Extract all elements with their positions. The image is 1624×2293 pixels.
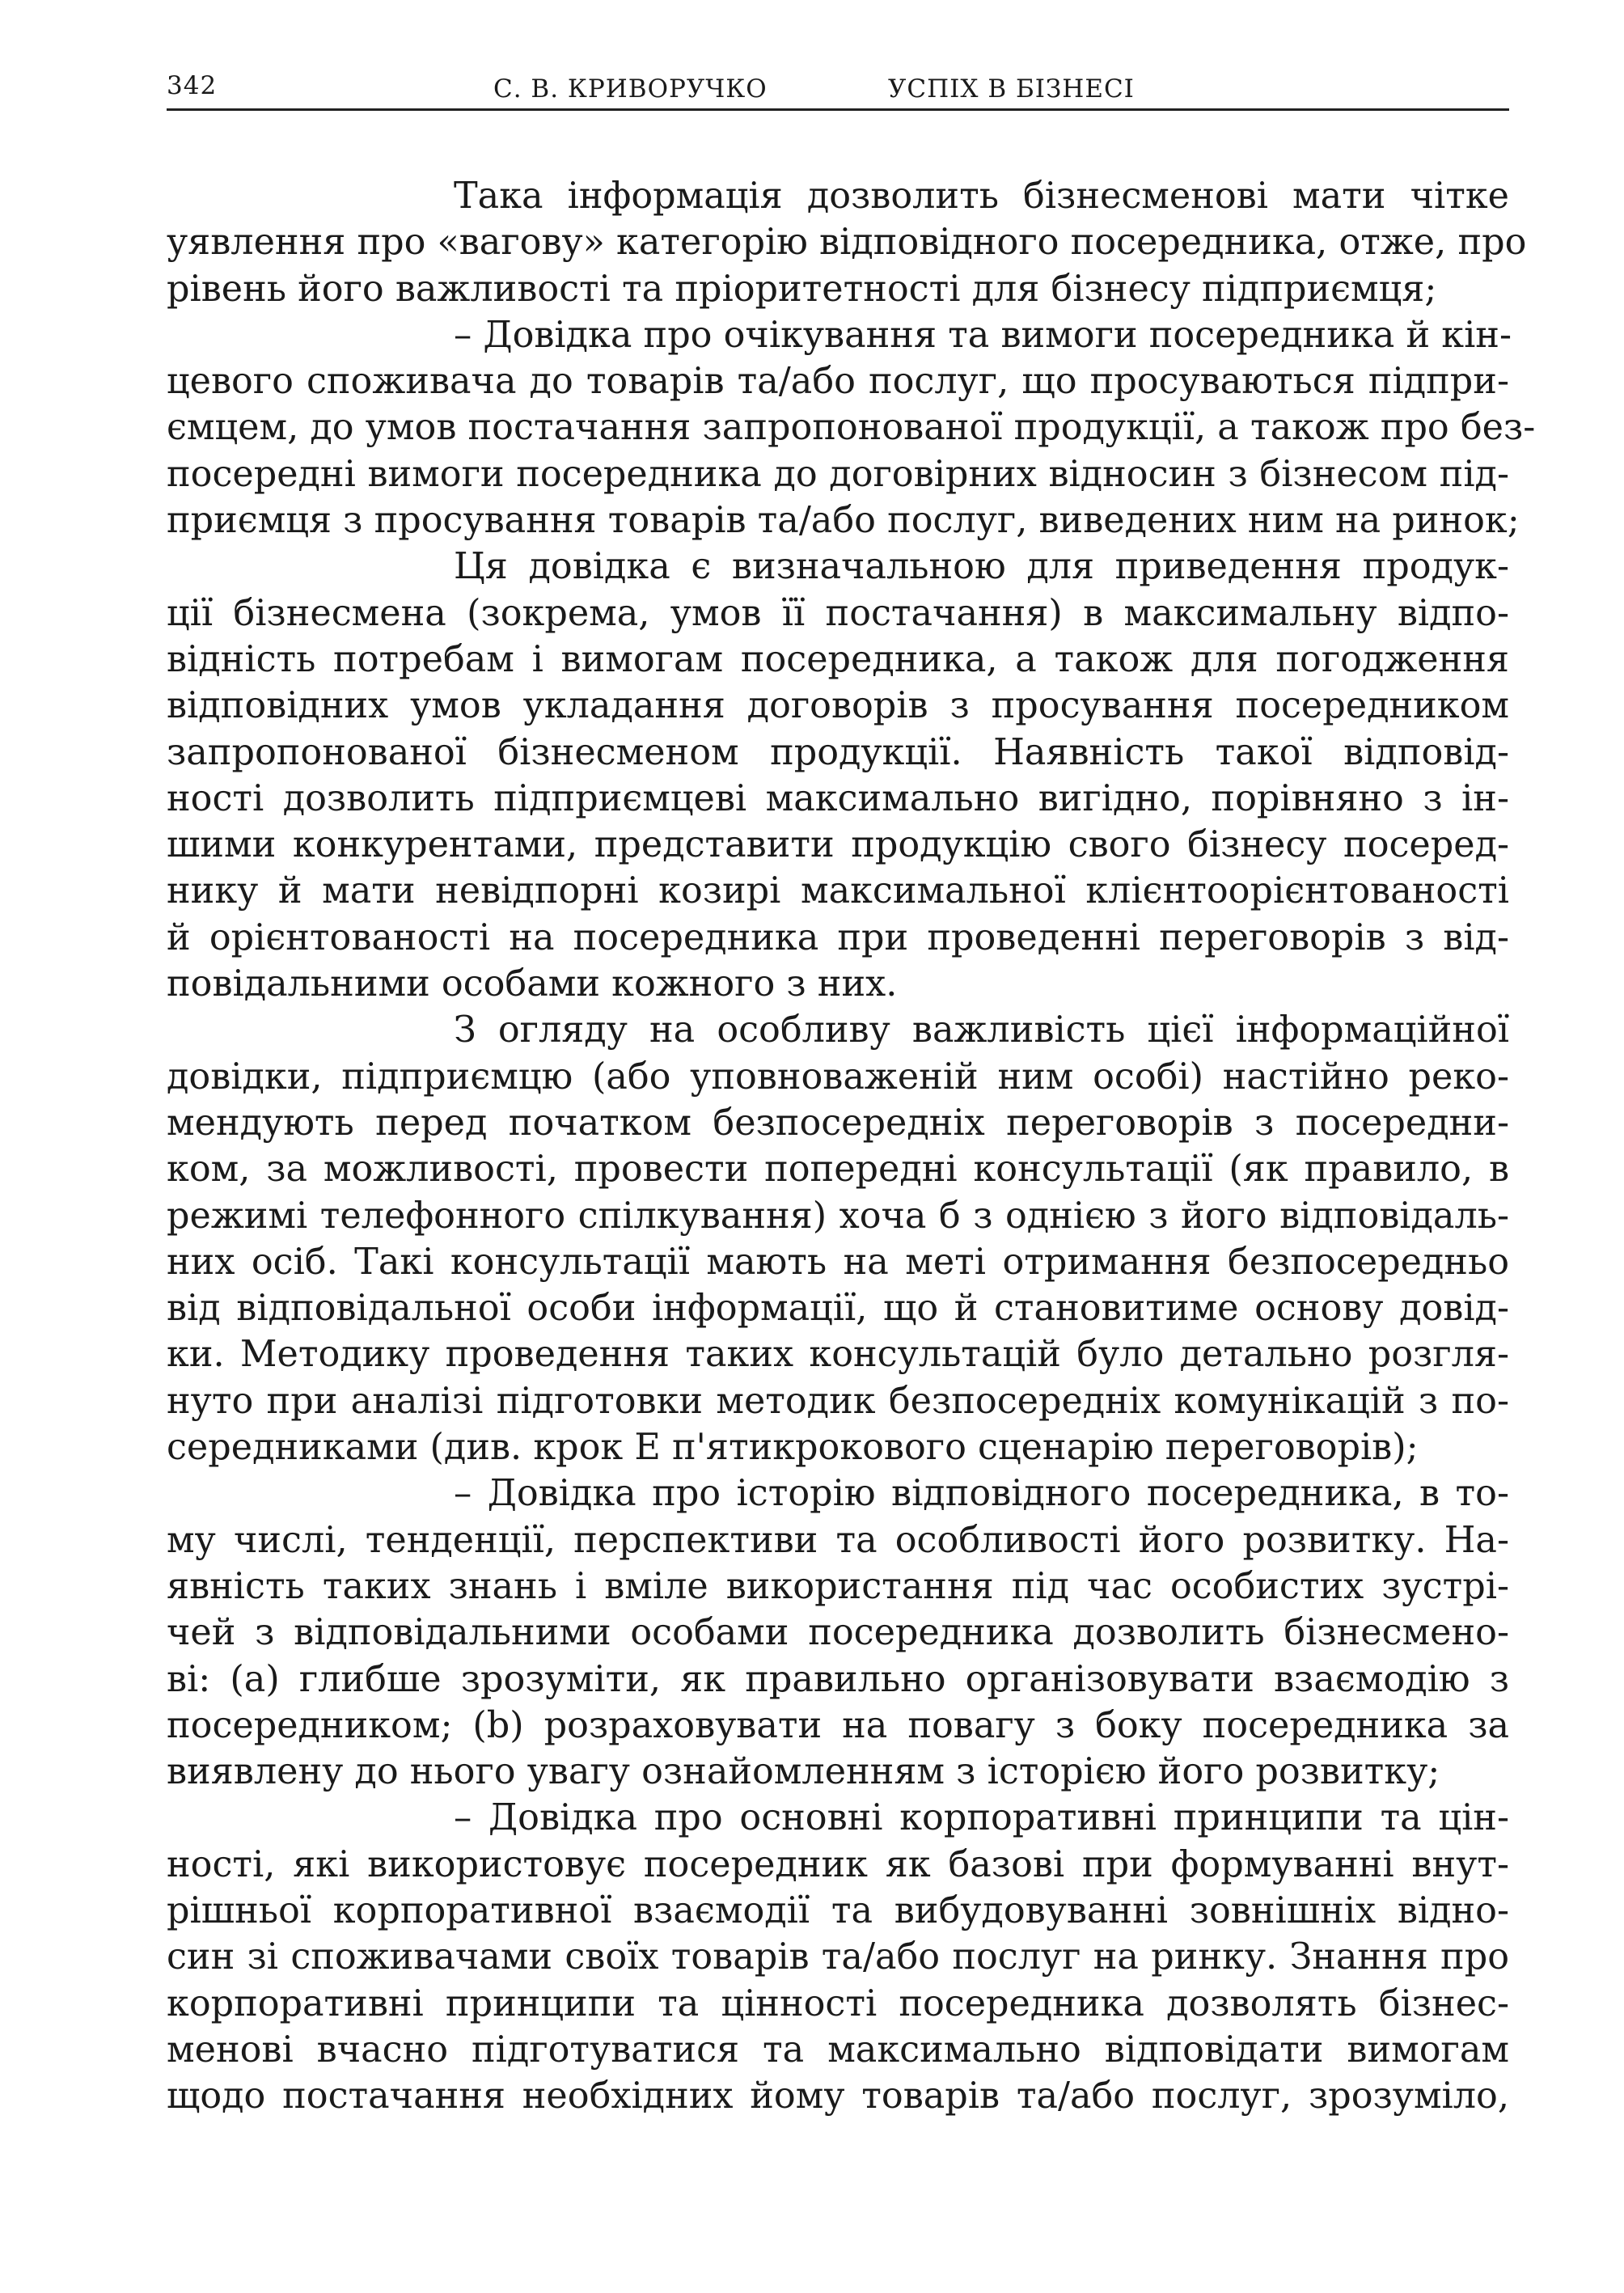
text-line: щодо постачання необхідних йому товарів та/або послуг, зрозуміло, — [167, 2075, 1509, 2117]
text-line: повідальними особами кожного з них. — [167, 963, 898, 1005]
body-text — [167, 173, 1536, 2119]
text-line: рішньої корпоративної взаємодії та вибудовуванні зовнішніх відно- — [167, 1889, 1509, 1931]
text-line: мендують перед початком безпосередніх переговорів з посередни- — [167, 1102, 1509, 1144]
header-author: С. В. КРИВОРУЧКО — [493, 74, 768, 104]
text-line: ки. Методику проведення таких консультацій було детально розгля- — [167, 1334, 1509, 1376]
text-line: запропонованої бізнесменом продукції. Наявність такої відповід- — [167, 731, 1509, 773]
header-book-title: УСПІХ В БІЗНЕСІ — [888, 74, 1135, 104]
text-line: – Довідка про історію відповідного посередника, в то- — [454, 1473, 1509, 1515]
text-line: режимі телефонного спілкування) хоча б з однією з його відповідаль- — [167, 1195, 1509, 1237]
text-line: середниками (див. крок Е п'ятикрокового сценарію переговорів); — [167, 1427, 1419, 1469]
text-line: них осіб. Такі консультації мають на меті отримання безпосередньо — [167, 1241, 1509, 1283]
text-line: ності, які використовує посередник як базові при формуванні внут- — [167, 1843, 1509, 1885]
text-line: син зі споживачами своїх товарів та/або послуг на ринку. Знання про — [167, 1936, 1509, 1978]
page-number: 342 — [167, 71, 218, 100]
running-header — [167, 68, 1509, 111]
text-line: корпоративні принципи та цінності посередника дозволять бізнес- — [167, 1982, 1509, 2024]
text-line: ції бізнесмена (зокрема, умов її постачання) в максимальну відпо- — [167, 592, 1509, 634]
text-line: відповідних умов укладання договорів з просування посередником — [167, 685, 1509, 727]
text-line: уявлення про «вагову» категорію відповідного посередника, отже, про — [167, 222, 1527, 264]
text-line: Ця довідка є визначальною для приведення продук- — [454, 546, 1509, 588]
text-line: від відповідальної особи інформації, що й становитиме основу довід- — [167, 1288, 1509, 1330]
text-line: – Довідка про основні корпоративні принципи та цін- — [454, 1797, 1509, 1839]
text-line: довідки, підприємцю (або уповноваженій ним особі) настійно реко- — [167, 1056, 1509, 1098]
text-line: відність потребам і вимогам посередника, а також для погодження — [167, 638, 1509, 680]
text-line: шими конкурентами, представити продукцію свого бізнесу посеред- — [167, 824, 1509, 866]
text-line: ком, за можливості, провести попередні консультації (як правило, в — [167, 1149, 1509, 1191]
text-line: нику й мати невідпорні козирі максимальної клієнтоорієнтованості — [167, 870, 1509, 912]
text-line: – Довідка про очікування та вимоги посередника й кін- — [454, 314, 1512, 356]
text-line: посередником; (b) розраховувати на повагу з боку посередника за — [167, 1704, 1509, 1746]
text-line: явність таких знань і вміле використання під час особистих зустрі- — [167, 1565, 1509, 1607]
text-line: ємцем, до умов постачання запропонованої продукції, а також про без- — [167, 407, 1536, 449]
text-line: менові вчасно підготуватися та максимально відповідати вимогам — [167, 2029, 1509, 2071]
text-line: рівень його важливості та пріоритетності для бізнесу підприємця; — [167, 268, 1437, 310]
text-line: Така інформація дозволить бізнесменові мати чітке — [454, 176, 1509, 217]
text-line: цевого споживача до товарів та/або послуг, що просуваються підпри- — [167, 361, 1509, 403]
text-line: й орієнтованості на посередника при проведенні переговорів з від- — [167, 916, 1509, 958]
text-line: ності дозволить підприємцеві максимально вигідно, порівняно з ін- — [167, 777, 1509, 819]
text-line: посередні вимоги посередника до договірних відносин з бізнесом під- — [167, 453, 1509, 495]
text-line: ві: (а) глибше зрозуміти, як правильно організовувати взаємодію з — [167, 1658, 1509, 1700]
text-line: чей з відповідальними особами посередника дозволить бізнесмено- — [167, 1612, 1509, 1654]
text-line: приємця з просування товарів та/або послуг, виведених ним на ринок; — [167, 500, 1520, 542]
text-line: З огляду на особливу важливість цієї інформаційної — [454, 1009, 1509, 1051]
text-line: виявлену до нього увагу ознайомленням з історією його розвитку; — [167, 1751, 1440, 1793]
text-line: нуто при аналізі підготовки методик безпосередніх комунікацій з по- — [167, 1380, 1509, 1422]
text-line: му числі, тенденції, перспективи та особливості його розвитку. На- — [167, 1519, 1509, 1561]
